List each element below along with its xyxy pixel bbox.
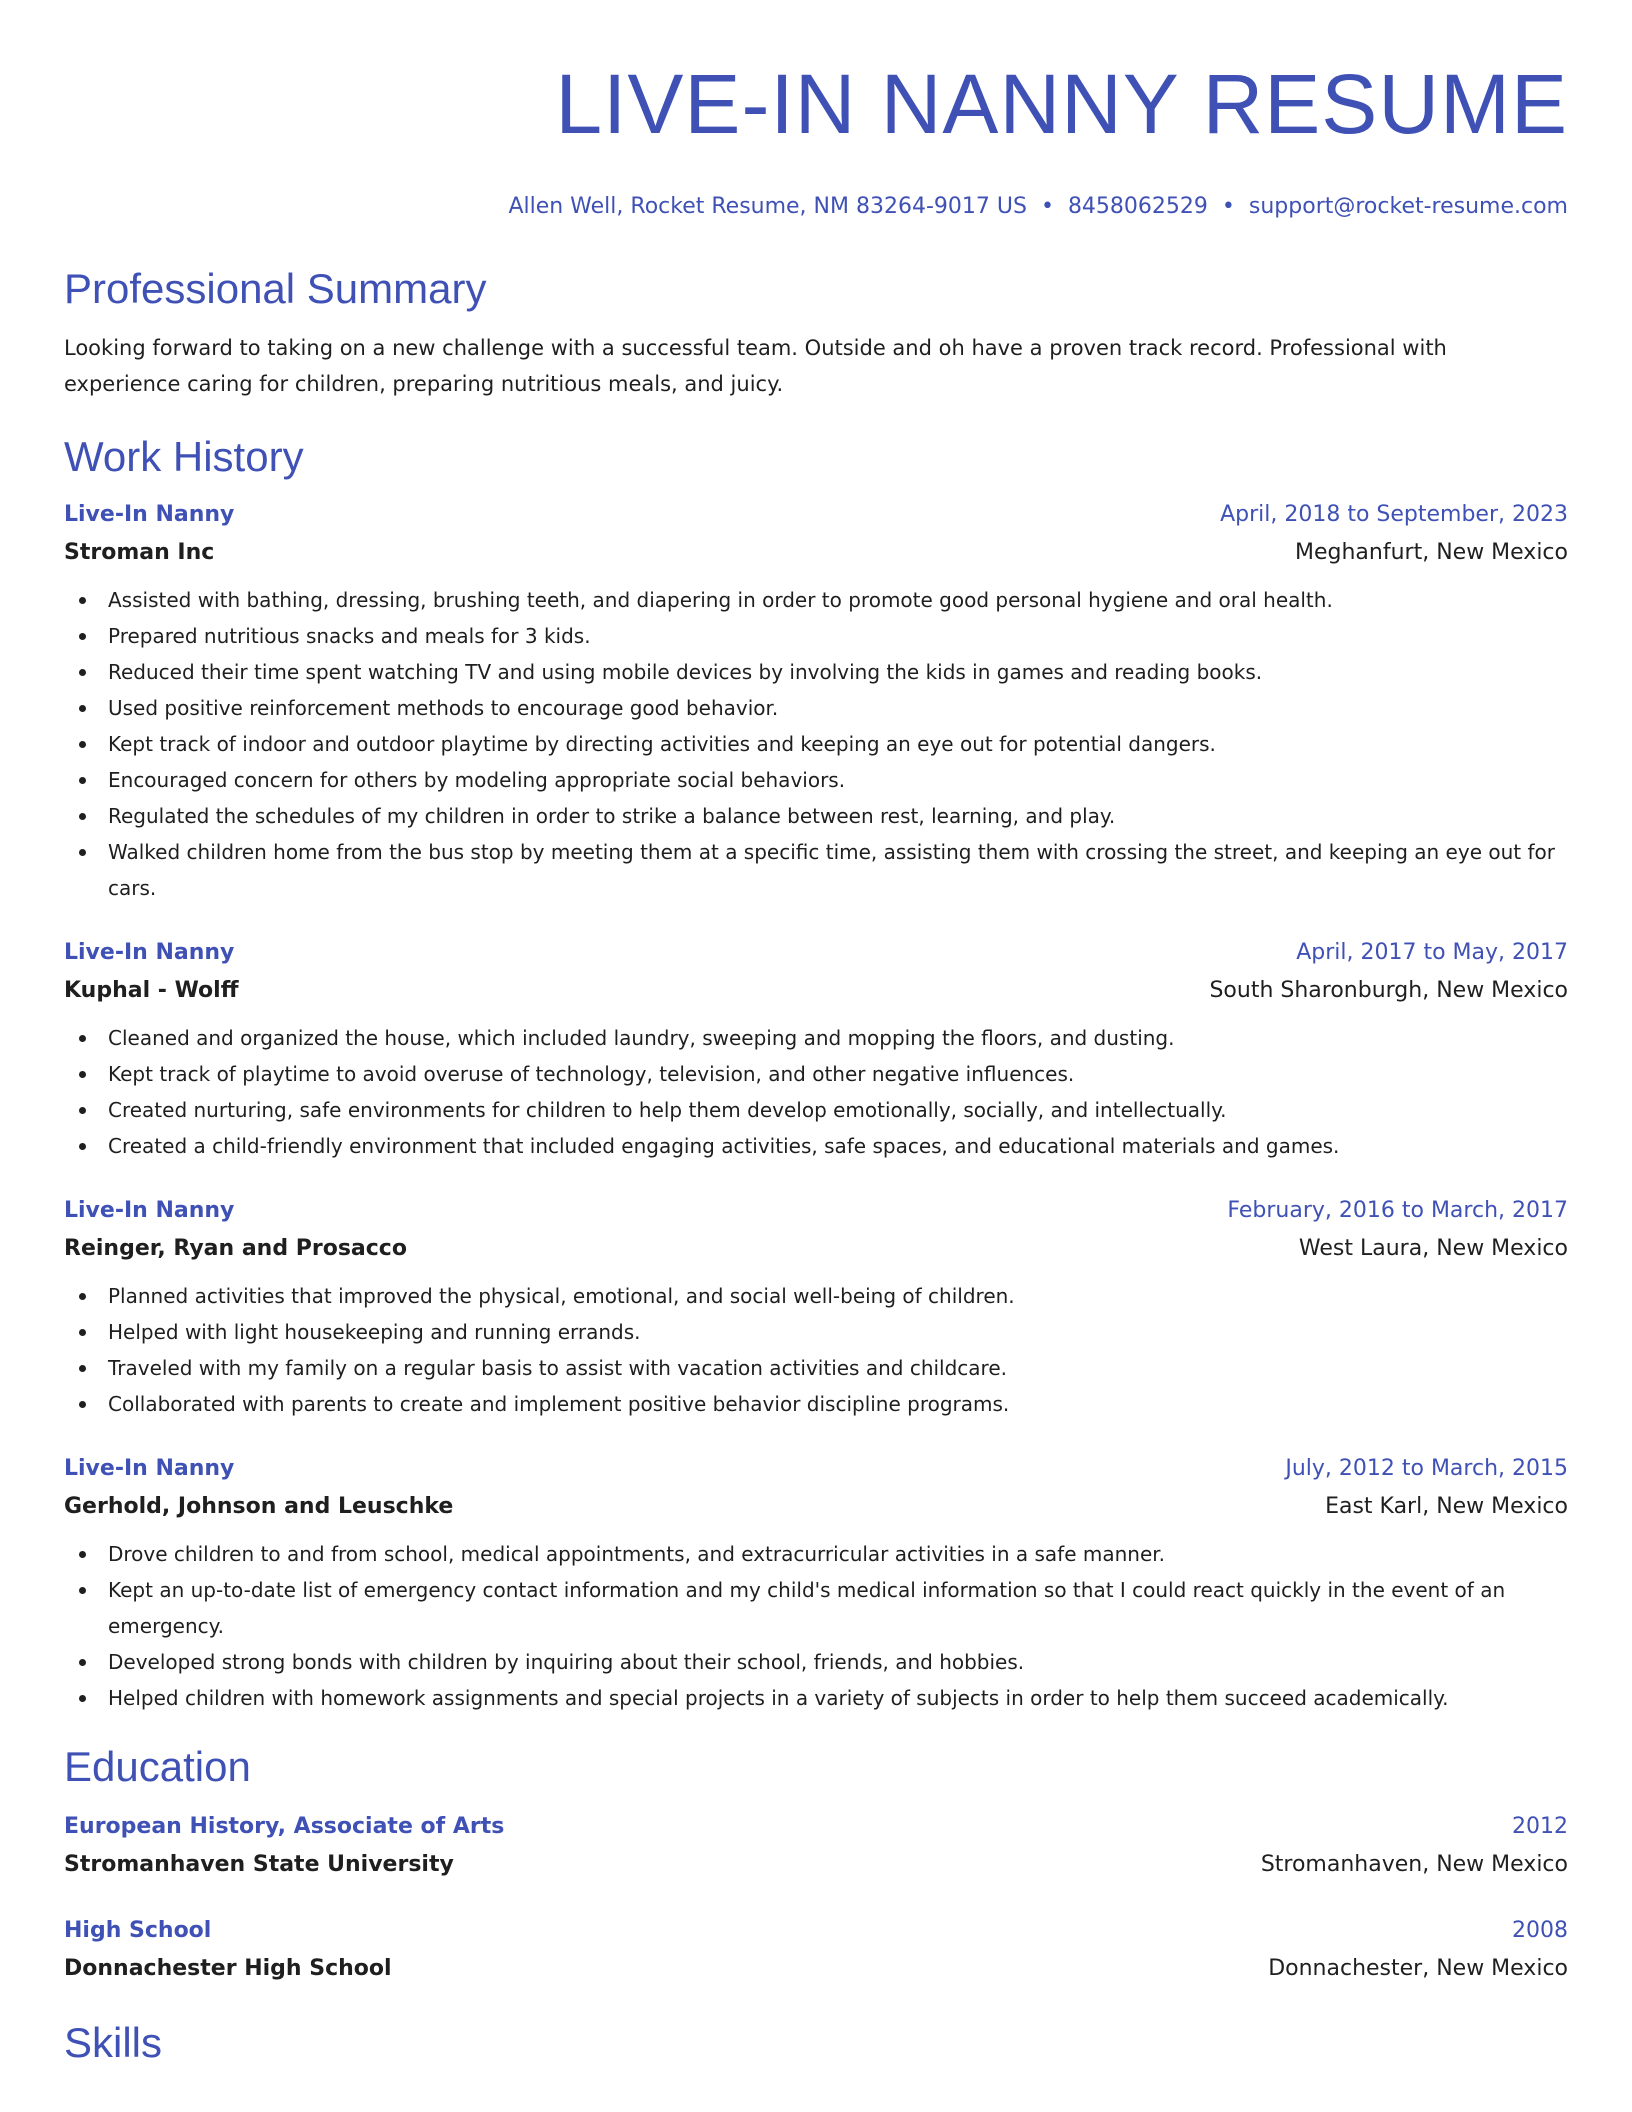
job-bullet: Developed strong bonds with children by inquiring about their school, friends, and hobbies. [64,1644,1568,1680]
job-company: Kuphal - Wolff [64,978,239,1003]
job-bullet: Cleaned and organized the house, which included laundry, sweeping and mopping the floors, and dusting. [64,1020,1568,1056]
job-dates: April, 2017 to May, 2017 [1296,940,1568,965]
education-school-row [64,1950,1568,1988]
job-bullet: Regulated the schedules of my children in order to strike a balance between rest, learning, and play. [64,798,1568,834]
job-bullet: Kept track of indoor and outdoor playtime by directing activities and keeping an eye out for potential dangers. [64,726,1568,762]
job-company: Reinger, Ryan and Prosacco [64,1236,407,1261]
work-history-heading: Work History [64,433,304,480]
job-header-row [64,934,1568,972]
resume-page [64,0,1568,2068]
work-history-list [64,496,1568,1716]
contact-separator: • [1040,194,1054,219]
job-entry [64,496,1568,906]
education-header-row [64,1912,1568,1950]
job-bullet: Traveled with my family on a regular basis to assist with vacation activities and childcare. [64,1350,1568,1386]
job-dates: April, 2018 to September, 2023 [1220,502,1568,527]
job-company-row [64,1488,1568,1526]
education-year: 2008 [1512,1918,1568,1943]
job-entry [64,1450,1568,1716]
contact-phone: 8458062529 [1067,194,1208,219]
job-bullet: Planned activities that improved the physical, emotional, and social well-being of children. [64,1278,1568,1314]
education-degree: European History, Associate of Arts [64,1814,505,1839]
education-entry [64,1808,1568,1884]
job-bullet: Created nurturing, safe environments for children to help them develop emotionally, socially, and intellectually. [64,1092,1568,1128]
job-bullet: Helped children with homework assignments and special projects in a variety of subjects in order to help them succeed academically. [64,1680,1568,1716]
skills-heading: Skills [64,2019,163,2066]
education-location: Stromanhaven, New Mexico [1260,1852,1568,1877]
job-bullet: Assisted with bathing, dressing, brushing teeth, and diapering in order to promote good personal hygiene and oral health. [64,582,1568,618]
education-school-row [64,1846,1568,1884]
job-dates: February, 2016 to March, 2017 [1227,1198,1568,1223]
education-school: Stromanhaven State University [64,1852,454,1877]
job-bullet: Reduced their time spent watching TV and using mobile devices by involving the kids in games and reading books. [64,654,1568,690]
job-dates: July, 2012 to March, 2015 [1285,1456,1568,1481]
job-bullet: Drove children to and from school, medical appointments, and extracurricular activities in a safe manner. [64,1536,1568,1572]
job-bullet: Collaborated with parents to create and implement positive behavior discipline programs. [64,1386,1568,1422]
job-bullets [64,582,1568,906]
education-header-row [64,1808,1568,1846]
resume-title: LIVE-IN NANNY RESUME [555,57,1568,151]
job-header-row [64,496,1568,534]
education-location: Donnachester, New Mexico [1268,1956,1568,1981]
job-location: West Laura, New Mexico [1298,1236,1568,1261]
job-bullet: Created a child-friendly environment that included engaging activities, safe spaces, and educational materials and games. [64,1128,1568,1164]
job-entry [64,934,1568,1164]
job-bullet: Walked children home from the bus stop by meeting them at a specific time, assisting them with crossing the street, and keeping an eye out for cars. [64,834,1568,906]
job-role: Live-In Nanny [64,940,235,965]
job-role: Live-In Nanny [64,1456,235,1481]
job-location: East Karl, New Mexico [1325,1494,1568,1519]
job-bullet: Kept track of playtime to avoid overuse of technology, television, and other negative influences. [64,1056,1568,1092]
contact-separator: • [1221,194,1235,219]
education-heading: Education [64,1743,251,1790]
job-bullet: Used positive reinforcement methods to encourage good behavior. [64,690,1568,726]
job-company-row [64,972,1568,1010]
education-school: Donnachester High School [64,1956,392,1981]
job-role: Live-In Nanny [64,1198,235,1223]
job-bullet: Kept an up-to-date list of emergency contact information and my child's medical information so that I could react quickly in the event of an emergency. [64,1572,1568,1644]
job-header-row [64,1450,1568,1488]
job-bullets [64,1278,1568,1422]
job-header-row [64,1192,1568,1230]
contact-email: support@rocket-resume.com [1248,194,1568,219]
contact-address: Allen Well, Rocket Resume, NM 83264-9017 US [508,194,1027,219]
job-bullets [64,1020,1568,1164]
education-list [64,1808,1568,1988]
summary-text: Looking forward to taking on a new challenge with a successful team. Outside and oh have a proven track record. Professional with experience caring for children, preparing nutritious meals, and juicy. [64,336,1447,396]
education-entry [64,1912,1568,1988]
contact-line [64,192,1568,222]
education-degree: High School [64,1918,212,1943]
job-entry [64,1192,1568,1422]
job-bullets [64,1536,1568,1716]
job-company-row [64,534,1568,572]
summary-heading: Professional Summary [64,265,487,312]
education-year: 2012 [1512,1814,1568,1839]
job-location: Meghanfurt, New Mexico [1295,540,1568,565]
job-bullet: Encouraged concern for others by modeling appropriate social behaviors. [64,762,1568,798]
job-bullet: Helped with light housekeeping and running errands. [64,1314,1568,1350]
job-bullet: Prepared nutritious snacks and meals for 3 kids. [64,618,1568,654]
job-location: South Sharonburgh, New Mexico [1209,978,1568,1003]
job-company: Stroman Inc [64,540,215,565]
job-company-row [64,1230,1568,1268]
job-company: Gerhold, Johnson and Leuschke [64,1494,454,1519]
job-role: Live-In Nanny [64,502,235,527]
